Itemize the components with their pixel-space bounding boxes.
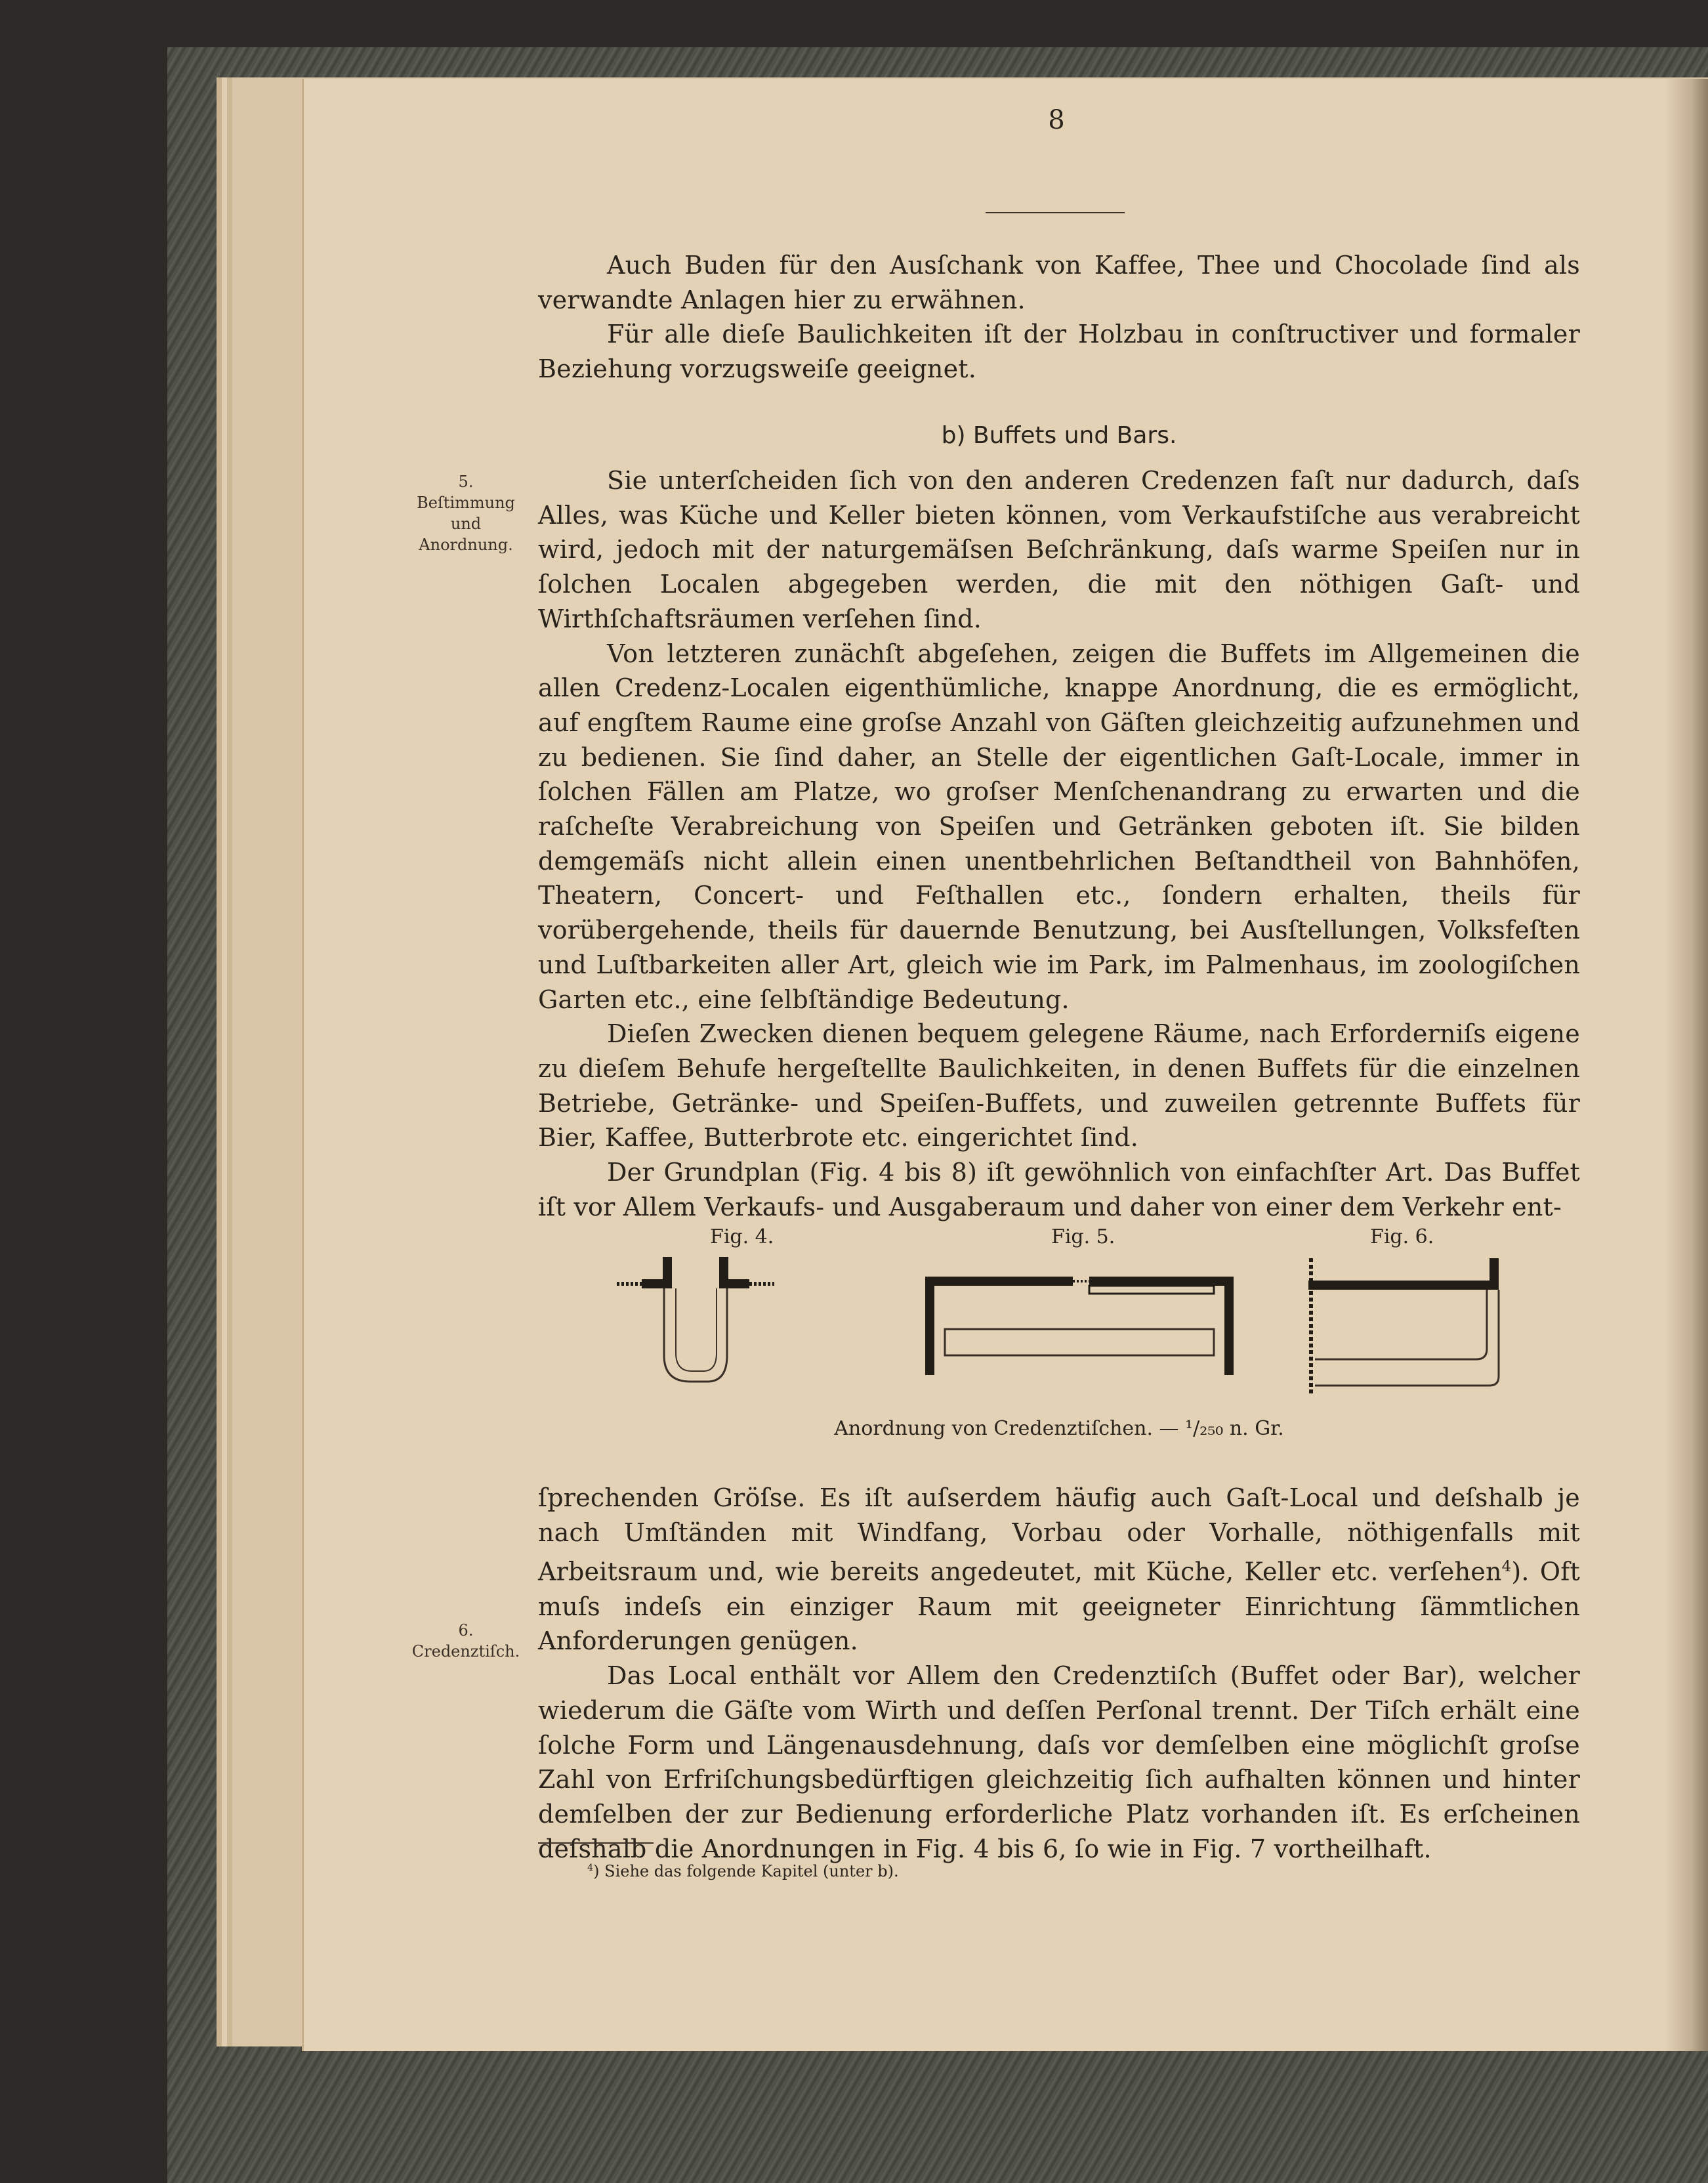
paragraph: Von letzteren zunächſt abgeſehen, zeigen die Buffets im Allgemeinen die allen Credenz-Localen eigenthümliche, knappe Anordnung, die es ermöglicht, auf engſtem Raume eine groſse Anzahl von Gäſten gleichzeitig aufzunehmen und zu bedienen. Sie ſind daher, an Stelle der eigentlichen Gaſt-Locale, immer in ſolchen Fällen am Platze, wo groſser Menſchenandrang zu erwarten und die raſcheſte Verabreichung von Speiſen und Getränken geboten iſt. Sie bilden demgemäſs nicht allein einen unentbehrlichen Beſtandtheil von Bahnhöfen, Theatern, Concert- und Feſthallen etc., ſondern erhalten, theils für vorübergehende, theils für dauernde Benutzung, bei Ausſtellungen, Volksfeſten und Luſtbarkeiten aller Art, gleich wie im Park, im Palmenhaus, im zoologiſchen Garten etc., eine ſelbſtändige Bedeutung. [538,639,1580,1014]
paragraph: Der Grundplan (Fig. 4 bis 8) iſt gewöhnlich von einfachſter Art. Das Buffet iſt vor Allem Verkaufs- und Ausgaberaum und daher von einer dem Verkehr ent- [538,1158,1580,1221]
fig-5-drawing [925,1277,1234,1375]
paragraph-text: ſprechenden Gröſse. Es iſt auſserdem häufig auch Gaſt-Local und deſshalb je nach Umſtänden mit Windfang, Vorbau oder Vorhalle, nöthigenfalls mit Arbeitsraum und, wie bereits angedeutet, mit Küche, Keller etc. verſehen [538,1483,1580,1587]
page-number-rule [986,212,1125,213]
footnote-rule [538,1842,654,1844]
paragraph [538,1481,1580,1659]
footnote [587,1856,1112,1883]
paragraph: Für alle dieſe Baulichkeiten iſt der Holzbau in conſtructiver und formaler Beziehung vorzugsweiſe geeignet. [538,320,1580,384]
margin-note-bestimmung [407,471,525,555]
continuation-text [538,1481,1580,1866]
margin-note-line: 6. [458,1621,474,1640]
footnote-text: ) Siehe das folgende Kapitel (unter b). [593,1862,899,1880]
fig-5-label: Fig. 5. [1051,1225,1115,1248]
margin-note-credenztisch [407,1620,525,1662]
page-gutter-shadow [1664,79,1708,2051]
main-text [538,463,1580,1224]
margin-note-line: und [450,515,482,533]
fig-6-label: Fig. 6. [1370,1225,1434,1248]
page-number: 8 [1048,105,1065,135]
paragraph: Das Local enthält vor Allem den Credenztiſch (Buffet oder Bar), welcher wiederum die Gäſte vom Wirth und deſſen Perſonal trennt. Der Tiſch erhält eine ſolche Form und Längenausdehnung, daſs vor demſelben eine möglichſt groſse Zahl von Erfriſchungsbedürftigen gleichzeitig ſich aufhalten können und hinter demſelben der zur Bedienung erforderliche Platz vorhanden iſt. Es erſcheinen deſshalb die Anordnungen in Fig. 4 bis 6, ſo wie in Fig. 7 vortheilhaft. [538,1661,1580,1863]
margin-note-line: Anordnung. [419,536,513,554]
footnote-ref[interactable]: 4 [1501,1558,1512,1576]
margin-note-line: 5. [458,473,474,491]
paragraph: Dieſen Zwecken dienen bequem gelegene Räume, nach Erforderniſs eigene zu dieſem Behufe hergeſtellte Baulichkeiten, in denen Buffets für die einzelnen Betriebe, Getränke- und Speiſen-Buffets, und zuweilen getrennte Buffets für Bier, Kaffee, Butterbrote etc. eingerichtet ſind. [538,1019,1580,1153]
figure-group [538,1211,1580,1460]
figure-caption: Anordnung von Credenztiſchen. — ¹/₂₅₀ n. Gr. [834,1417,1284,1440]
paragraph: Sie unterſcheiden ſich von den anderen Credenzen faſt nur dadurch, daſs Alles, was Küche und Keller bieten können, vom Verkaufstiſche aus verabreicht wird, jedoch mit der naturgemäſsen Beſchränkung, daſs warme Speiſen nur in ſolchen Localen abgegeben werden, die mit den nöthigen Gaſt- und Wirthſchaftsräumen verſehen ſind. [538,466,1580,633]
margin-note-line: Credenztiſch. [411,1642,520,1661]
fig-4-drawing [617,1257,774,1388]
intro-text [538,248,1580,387]
fig-4-label: Fig. 4. [710,1225,774,1248]
fig-6-drawing [1306,1258,1503,1396]
section-heading: b) Buffets und Bars. [941,422,1177,449]
paragraph: Auch Buden für den Ausſchank von Kaffee, Thee und Chocolade ſind als verwandte Anlagen hier zu erwähnen. [538,251,1580,314]
paragraph-text: ). Oft muſs indeſs ein einziger Raum mit geeigneter Einrichtung ſämmtlichen Anforderungen genügen. [538,1558,1581,1656]
margin-note-line: Beſtimmung [417,494,515,512]
footnote-marker: 4 [587,1863,594,1873]
